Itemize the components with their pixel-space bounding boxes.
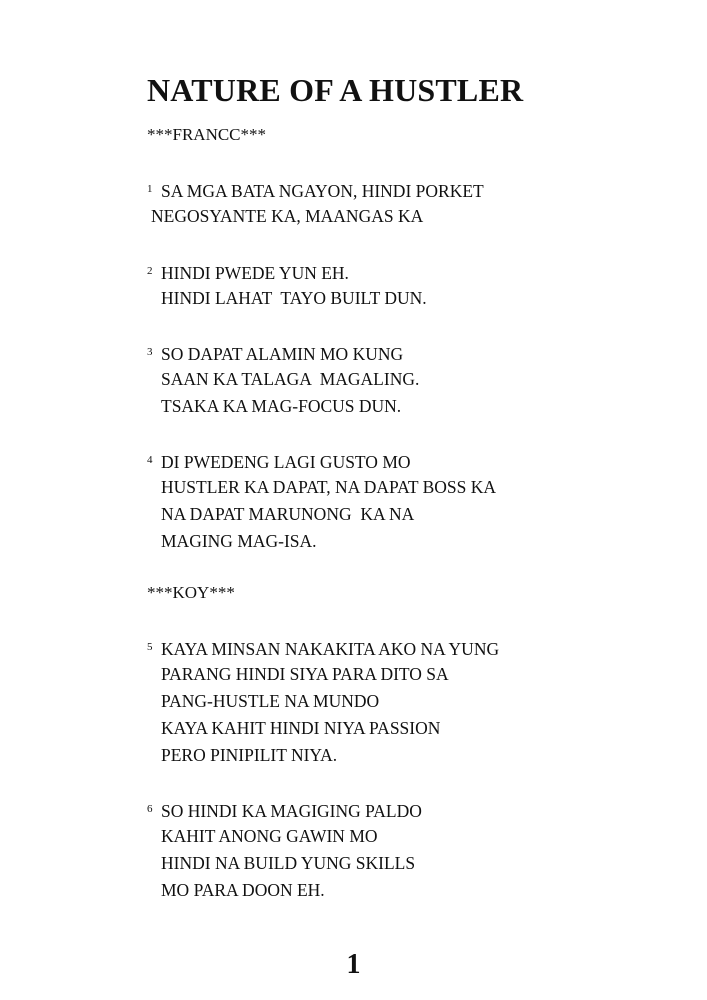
verse-number: 6: [147, 803, 153, 815]
verse-text: HINDI PWEDE YUN EH.: [161, 263, 349, 283]
verse-number: 2: [147, 265, 153, 277]
verse-text: KAYA MINSAN NAKAKITA AKO NA YUNG: [161, 639, 500, 659]
verse-line: [147, 877, 422, 904]
verse-text: SO HINDI KA MAGIGING PALDO: [161, 801, 422, 821]
verse-line: [147, 339, 419, 366]
verse-line: [147, 447, 496, 474]
verse-line: [147, 176, 484, 203]
verse-number: 3: [147, 346, 153, 358]
verse-line: [147, 823, 422, 850]
verse-text: PANG-HUSTLE NA MUNDO: [161, 691, 380, 711]
verse-3: [147, 339, 419, 420]
verse-line: [147, 850, 422, 877]
document-title: NATURE OF A HUSTLER: [147, 72, 524, 108]
verse-line: [147, 474, 496, 501]
verse-number: 1: [147, 183, 153, 195]
verse-text: NA DAPAT MARUNONG KA NA: [161, 504, 415, 524]
verse-text: SO DAPAT ALAMIN MO KUNG: [161, 344, 404, 364]
verse-line: [147, 796, 422, 823]
verse-line: [147, 688, 499, 715]
verse-text: PERO PINIPILIT NIYA.: [161, 745, 338, 765]
verse-line: [147, 528, 496, 555]
verse-6: [147, 796, 422, 904]
speaker-label-francc: ***FRANCC***: [147, 125, 267, 144]
verse-text: SA MGA BATA NGAYON, HINDI PORKET: [161, 181, 484, 201]
verse-number: 5: [147, 641, 153, 653]
verse-line: [147, 258, 427, 285]
verse-text: KAYA KAHIT HINDI NIYA PASSION: [161, 718, 441, 738]
verse-line: [147, 661, 499, 688]
verse-line: [147, 501, 496, 528]
verse-line: [147, 366, 419, 393]
verse-text: KAHIT ANONG GAWIN MO: [161, 826, 378, 846]
verse-line: [147, 715, 499, 742]
verse-4: [147, 447, 496, 555]
verse-2: [147, 258, 427, 312]
verse-text: HINDI LAHAT TAYO BUILT DUN.: [161, 288, 427, 308]
verse-line: [147, 634, 499, 661]
verse-text: TSAKA KA MAG-FOCUS DUN.: [161, 396, 402, 416]
verse-text: HUSTLER KA DAPAT, NA DAPAT BOSS KA: [161, 477, 497, 497]
verse-line: [147, 393, 419, 420]
page-number: 1: [346, 949, 361, 980]
verse-5: [147, 634, 499, 769]
verse-text: MO PARA DOON EH.: [161, 880, 325, 900]
verse-1: [147, 176, 484, 230]
verse-line: [147, 285, 427, 312]
verse-text: DI PWEDENG LAGI GUSTO MO: [161, 452, 411, 472]
verse-number: 4: [147, 454, 153, 466]
verse-text: NEGOSYANTE KA, MAANGAS KA: [151, 206, 424, 226]
verse-text: PARANG HINDI SIYA PARA DITO SA: [161, 664, 449, 684]
speaker-label-koy: ***KOY***: [147, 583, 235, 602]
verse-line: [147, 742, 499, 769]
verse-text: SAAN KA TALAGA MAGALING.: [161, 369, 420, 389]
verse-text: HINDI NA BUILD YUNG SKILLS: [161, 853, 416, 873]
verse-text: MAGING MAG-ISA.: [161, 531, 317, 551]
verse-line: [147, 203, 484, 230]
